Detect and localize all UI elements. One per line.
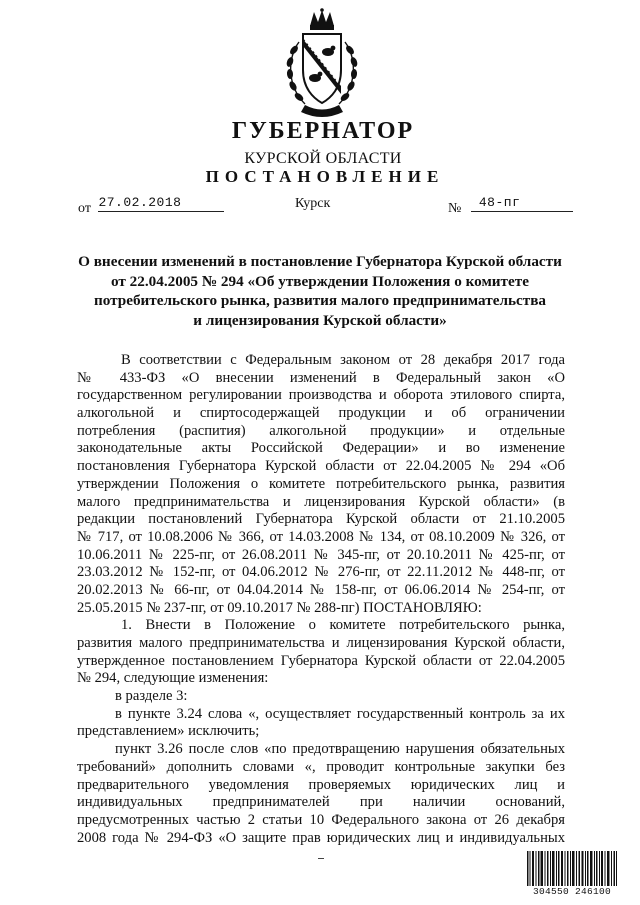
date-value: 27.02.2018	[98, 195, 182, 210]
body-line: представлением» исключить;	[77, 723, 260, 740]
date-underline	[98, 196, 224, 212]
number-field	[448, 196, 573, 217]
governor-title: ГУБЕРНАТОР	[231, 118, 415, 144]
body-line: развития малого предпринимательства и лицензирования Курской области,	[77, 635, 565, 651]
body-line: малого предпринимательства и лицензирования Курской области» (в	[77, 493, 565, 510]
subject-line: и лицензирования Курской области»	[193, 311, 447, 329]
body-line: постановления Губернатора Курской области от 22.04.2005 № 294 «Об	[77, 458, 565, 475]
region-name: КУРСКОЙ ОБЛАСТИ	[244, 150, 402, 167]
body-line: В соответствии с Федеральным законом от 28 декабря 2017 года	[121, 352, 565, 368]
body-line: № 717, от 10.08.2006 № 366, от 14.03.2008 № 134, от 08.10.2009 № 326, от	[77, 528, 565, 545]
body-line: пункт 3.26 после слов «по предотвращению нарушения обязательных	[115, 741, 565, 758]
body-line: индивидуальных предпринимателей при наличии оснований,	[77, 794, 565, 811]
coat-of-arms-emblem	[281, 8, 363, 120]
body-line: предусмотренных частью 2 статьи 10 Федерального закона от 26 декабря	[77, 811, 565, 828]
body-line: требований» дополнить словами «, проводит контрольные закупки без	[77, 758, 565, 775]
document-body	[77, 352, 565, 847]
body-line: потребления (распития) алкогольной продукции» и отдельные	[77, 422, 565, 439]
body-line: редакции постановлений Губернатора Курской области от 21.10.2005	[77, 511, 565, 528]
body-line: государственном регулировании производства и оборота этилового спирта,	[77, 387, 565, 404]
body-line: законодательные акты Российской Федерации» и во изменение	[77, 440, 565, 457]
body-line: в пункте 3.24 слова «, осуществляет государственный контроль за их	[115, 705, 565, 722]
subject-line: от 22.04.2005 № 294 «Об утверждении Положения о комитете	[111, 272, 529, 290]
body-line: 2008 года № 294-ФЗ «О защите прав юридических лиц и индивидуальных	[77, 829, 565, 846]
body-line: утверждении Положения о комитете потребительского рынка, развития	[77, 475, 565, 492]
body-line: 25.05.2015 № 237-пг, от 09.10.2017 № 288-пг) ПОСТАНОВЛЯЮ:	[77, 599, 482, 616]
document-subject	[60, 252, 580, 330]
body-line: № 294, следующие изменения:	[77, 670, 269, 687]
date-field	[78, 196, 224, 217]
page-continuation-mark	[318, 858, 324, 859]
subject-line: О внесении изменений в постановление Губернатора Курской области	[78, 253, 562, 270]
body-line: 20.02.2013 № 66-пг, от 04.04.2014 № 158-пг, от 06.06.2014 № 254-пг, от	[77, 581, 565, 598]
body-line: 1. Внести в Положение о комитете потребительского рынка,	[121, 617, 565, 634]
body-line: утвержденное постановлением Губернатора Курской области от 22.04.2005	[77, 652, 565, 669]
date-prefix: от	[78, 201, 91, 216]
body-line: алкогольной и спиртосодержащей продукции и об ограничении	[77, 405, 565, 422]
barcode-number: 304550 246100	[524, 886, 620, 897]
body-line: в разделе 3:	[115, 688, 188, 705]
body-line: 10.06.2011 № 225-пг, от 26.08.2011 № 345-пг, от 20.10.2011 № 425-пг, от	[77, 546, 565, 563]
document-type: ПОСТАНОВЛЕНИЕ	[205, 167, 445, 186]
subject-line: потребительского рынка, развития малого предпринимательства	[93, 292, 546, 310]
body-line: 23.03.2012 № 152-пг, от 04.06.2012 № 276-пг, от 22.11.2012 № 448-пг, от	[77, 564, 565, 581]
body-line: предварительного уведомления проверяемых юридических лиц и	[77, 776, 565, 793]
body-line: № 433-ФЗ «О внесении изменений в Федеральный закон «О	[77, 369, 565, 386]
number-underline	[471, 196, 573, 212]
city-name: Курск	[295, 196, 331, 211]
number-prefix: №	[448, 201, 462, 216]
number-value: 48-пг	[478, 195, 521, 210]
